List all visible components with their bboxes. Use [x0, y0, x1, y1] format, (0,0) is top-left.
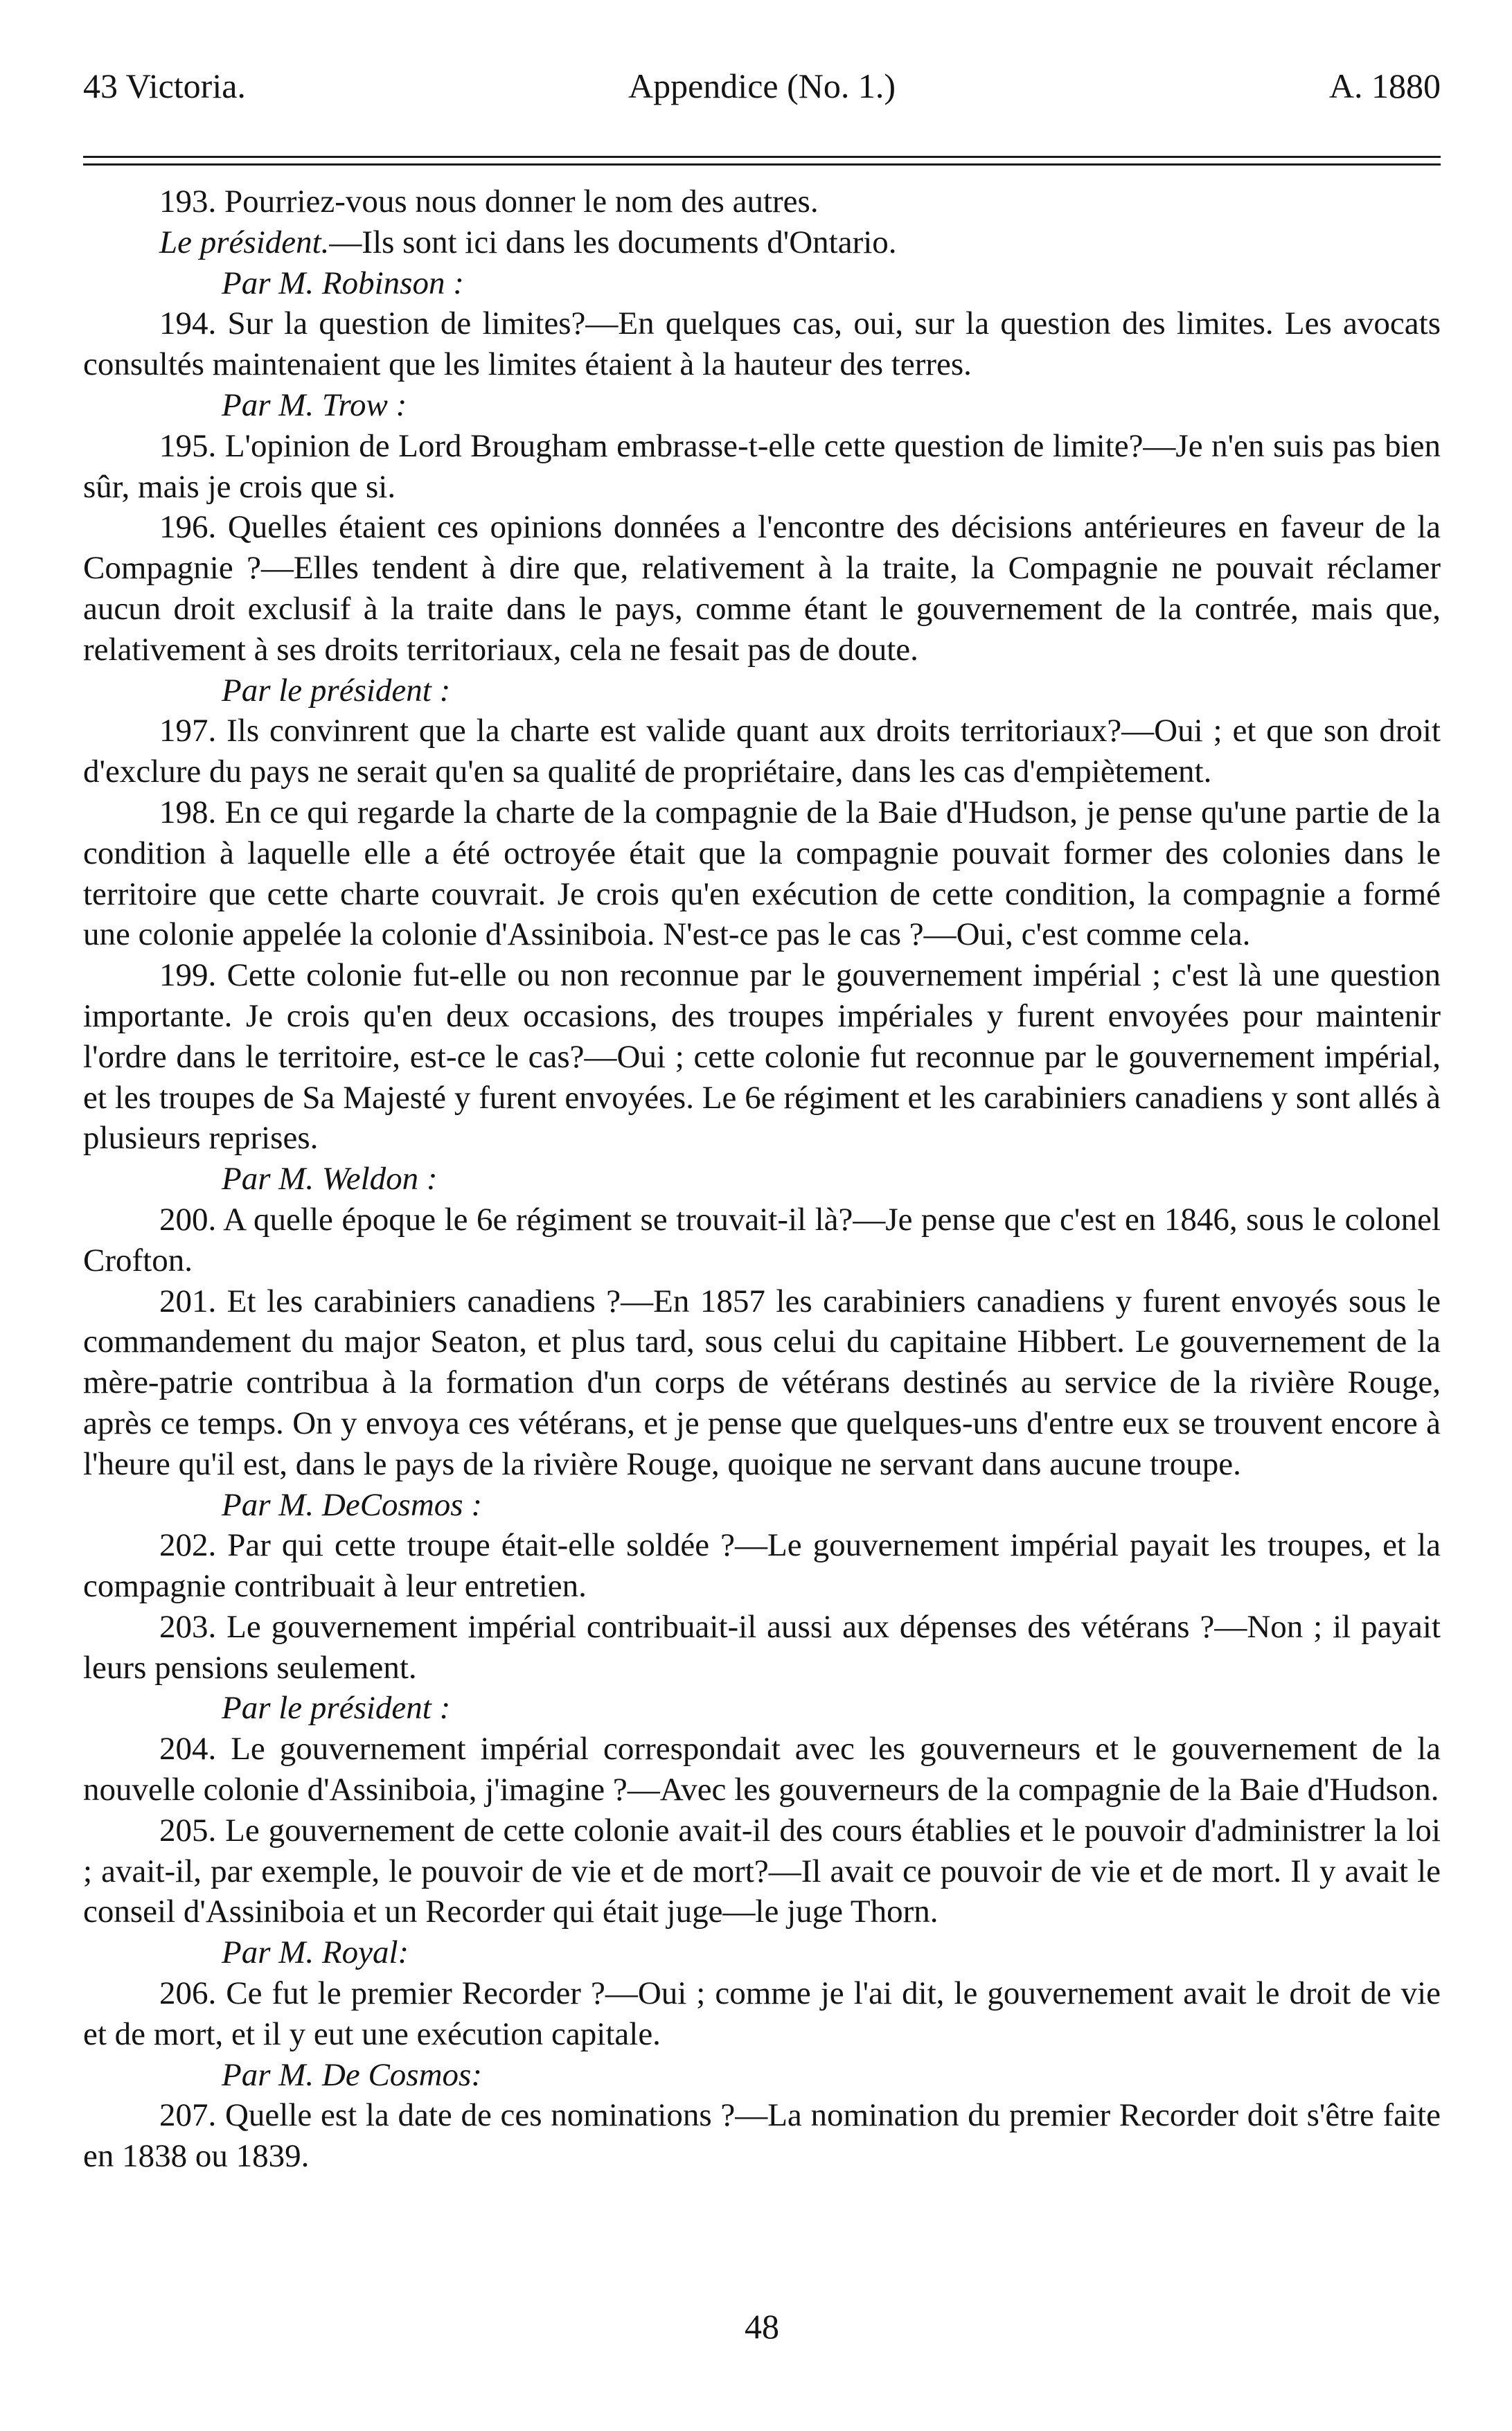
question-200: 200. A quelle époque le 6e régiment se trouvait-il là?—Je pense que c'est en 1846, sous le colonel Crofton.	[83, 1201, 1441, 1279]
header-rule-top	[83, 156, 1441, 158]
question-203: 203. Le gouvernement impérial contribuait-il aussi aux dépenses des vétérans ?—Non ; il payait leurs pensions seulement.	[83, 1608, 1441, 1686]
page-number: 48	[745, 2307, 779, 2346]
speaker-decosmos-2: Par M. De Cosmos:	[222, 2056, 482, 2093]
question-193: 193. Pourriez-vous nous donner le nom des autres.	[159, 184, 819, 220]
header-year: A. 1880	[1328, 66, 1441, 105]
speaker-president-1: Par le président :	[222, 672, 451, 709]
speaker-weldon: Par M. Weldon :	[222, 1161, 438, 1197]
header-session: 43 Victoria.	[83, 66, 246, 105]
question-202: 202. Par qui cette troupe était-elle soldée ?—Le gouvernement impérial payait les troupes, et la compagnie contribuait à leur entretien.	[83, 1527, 1441, 1605]
speaker-decosmos-1: Par M. DeCosmos :	[222, 1486, 482, 1523]
question-198: 198. En ce qui regarde la charte de la compagnie de la Baie d'Hudson, je pense qu'une partie de la condition à laquelle elle a été octroyée était que la compagnie pouvait former des colonies dans le territoire que cette charte couvrait. Je crois qu'en exécution de cette condition, la compagnie a formé une colonie appelée la colonie d'Assiniboia. N'est-ce pas le cas ?—Oui, c'est comme cela.	[83, 794, 1441, 953]
answer-text: —Ils sont ici dans les documents d'Ontario.	[329, 224, 897, 260]
question-206: 206. Ce fut le premier Recorder ?—Oui ; comme je l'ai dit, le gouvernement avait le droit de vie et de mort, et il y eut une exécution capitale.	[83, 1975, 1441, 2052]
speaker-royal: Par M. Royal:	[222, 1934, 409, 1971]
answer-president	[83, 222, 1441, 263]
speaker-robinson: Par M. Robinson :	[222, 265, 464, 301]
speaker-label: Le président.	[159, 224, 330, 260]
question-201: 201. Et les carabiniers canadiens ?—En 1857 les carabiniers canadiens y furent envoyés sous le commandement du major Seaton, et plus tard, sous celui du capitaine Hibbert. Le gouvernement de la mère-patrie contribua à la formation d'un corps de vétérans destinés au service de la rivière Rouge, après ce temps. On y envoya ces vétérans, et je pense que quelques-uns d'entre eux se trouvent encore à l'heure qu'il est, dans le pays de la rivière Rouge, quoique ne servant dans aucune troupe.	[83, 1283, 1441, 1482]
document-page	[83, 0, 1441, 2431]
speaker-trow: Par M. Trow :	[222, 386, 407, 423]
speaker-president-2: Par le président :	[222, 1690, 451, 1727]
question-205: 205. Le gouvernement de cette colonie avait-il des cours établies et le pouvoir d'administrer la loi ; avait-il, par exemple, le pouvoir de vie et de mort?—Il avait ce pouvoir de vie et de mort. Il y avait le conseil d'Assiniboia et un Recorder qui était juge—le juge Thorn.	[83, 1812, 1441, 1930]
question-199: 199. Cette colonie fut-elle ou non reconnue par le gouvernement impérial ; c'est là une question importante. Je crois qu'en deux occasions, des troupes impériales y furent envoyées pour maintenir l'ordre dans le territoire, est-ce le cas?—Oui ; cette colonie fut reconnue par le gouvernement impérial, et les troupes de Sa Majesté y furent envoyées. Le 6e régiment et les carabiniers canadiens y sont allés à plusieurs reprises.	[83, 957, 1441, 1157]
question-195: 195. L'opinion de Lord Brougham embrasse-t-elle cette question de limite?—Je n'en suis pas bien sûr, mais je crois que si.	[83, 427, 1441, 505]
header-appendix: Appendice (No. 1.)	[628, 66, 896, 105]
testimony-body	[83, 181, 1441, 2177]
running-header	[83, 66, 1441, 121]
question-196: 196. Quelles étaient ces opinions données a l'encontre des décisions antérieures en faveur de la Compagnie ?—Elles tendent à dire que, relativement à la traite, la Compagnie ne pouvait réclamer aucun droit exclusif à la traite dans le pays, comme étant le gouvernement de la contrée, mais que, relativement à ses droits territoriaux, cela ne fesait pas de doute.	[83, 509, 1441, 668]
header-rule-bottom	[83, 163, 1441, 166]
question-207: 207. Quelle est la date de ces nominations ?—La nomination du premier Recorder doit s'être faite en 1838 ou 1839.	[83, 2097, 1441, 2175]
question-197: 197. Ils convinrent que la charte est valide quant aux droits territoriaux?—Oui ; et que son droit d'exclure du pays ne serait qu'en sa qualité de propriétaire, dans les cas d'empiètement.	[83, 713, 1441, 790]
question-194: 194. Sur la question de limites?—En quelques cas, oui, sur la question des limites. Les avocats consultés maintenaient que les limites étaient à la hauteur des terres.	[83, 305, 1441, 383]
question-204: 204. Le gouvernement impérial correspondait avec les gouverneurs et le gouvernement de la nouvelle colonie d'Assiniboia, j'imagine ?—Avec les gouverneurs de la compagnie de la Baie d'Hudson.	[83, 1731, 1441, 1808]
